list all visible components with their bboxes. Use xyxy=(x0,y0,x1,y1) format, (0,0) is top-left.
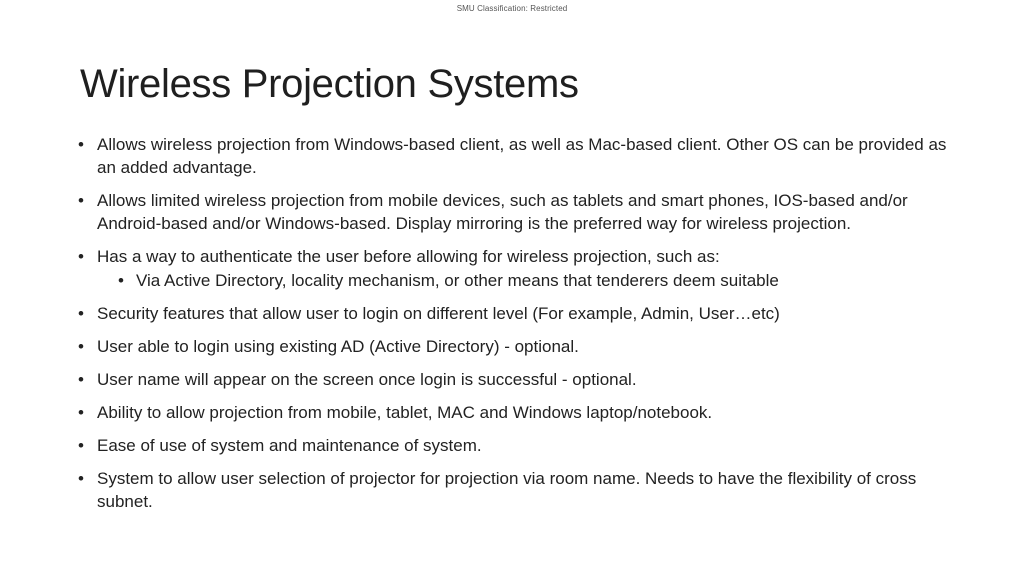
bullet-item xyxy=(78,133,958,179)
bullet-text: User name will appear on the screen once login is successful - optional. xyxy=(97,370,637,389)
classification-label: SMU Classification: Restricted xyxy=(456,4,568,13)
bullet-text: Via Active Directory, locality mechanism, or other means that tenderers deem suitable xyxy=(136,271,779,290)
bullet-marker: • xyxy=(78,403,84,422)
bullet-text: Ability to allow projection from mobile, tablet, MAC and Windows laptop/notebook. xyxy=(97,403,713,422)
bullet-marker: • xyxy=(118,271,124,290)
slide-title: Wireless Projection Systems xyxy=(80,62,579,106)
bullet-text: System to allow user selection of projector for projection via room name. Needs to have the flexibility of cross subnet. xyxy=(97,469,917,511)
bullet-item xyxy=(78,401,958,424)
bullet-marker: • xyxy=(78,135,84,154)
bullet-text: Has a way to authenticate the user before allowing for wireless projection, such as: xyxy=(97,247,720,266)
bullet-text: Security features that allow user to login on different level (For example, Admin, User…etc) xyxy=(97,304,780,323)
bullet-list xyxy=(78,133,958,523)
bullet-marker: • xyxy=(78,469,84,488)
bullet-item xyxy=(78,467,958,513)
bullet-text: Ease of use of system and maintenance of system. xyxy=(97,436,482,455)
bullet-marker: • xyxy=(78,436,84,455)
bullet-text: Allows limited wireless projection from mobile devices, such as tablets and smart phones, IOS-based and/or Android-based and/or Windows-based. Display mirroring is the preferred way for wireless projection. xyxy=(97,191,908,233)
bullet-marker: • xyxy=(78,191,84,210)
bullet-item xyxy=(78,368,958,391)
bullet-marker: • xyxy=(78,337,84,356)
bullet-item xyxy=(78,302,958,325)
bullet-item xyxy=(78,434,958,457)
bullet-item xyxy=(78,189,958,235)
bullet-item xyxy=(78,335,958,358)
bullet-text: Allows wireless projection from Windows-based client, as well as Mac-based client. Other OS can be provided as an added advantage. xyxy=(97,135,947,177)
bullet-marker: • xyxy=(78,304,84,323)
bullet-item xyxy=(78,245,958,268)
bullet-marker: • xyxy=(78,370,84,389)
sub-bullet-item xyxy=(118,269,958,292)
bullet-marker: • xyxy=(78,247,84,266)
bullet-text: User able to login using existing AD (Active Directory) - optional. xyxy=(97,337,579,356)
